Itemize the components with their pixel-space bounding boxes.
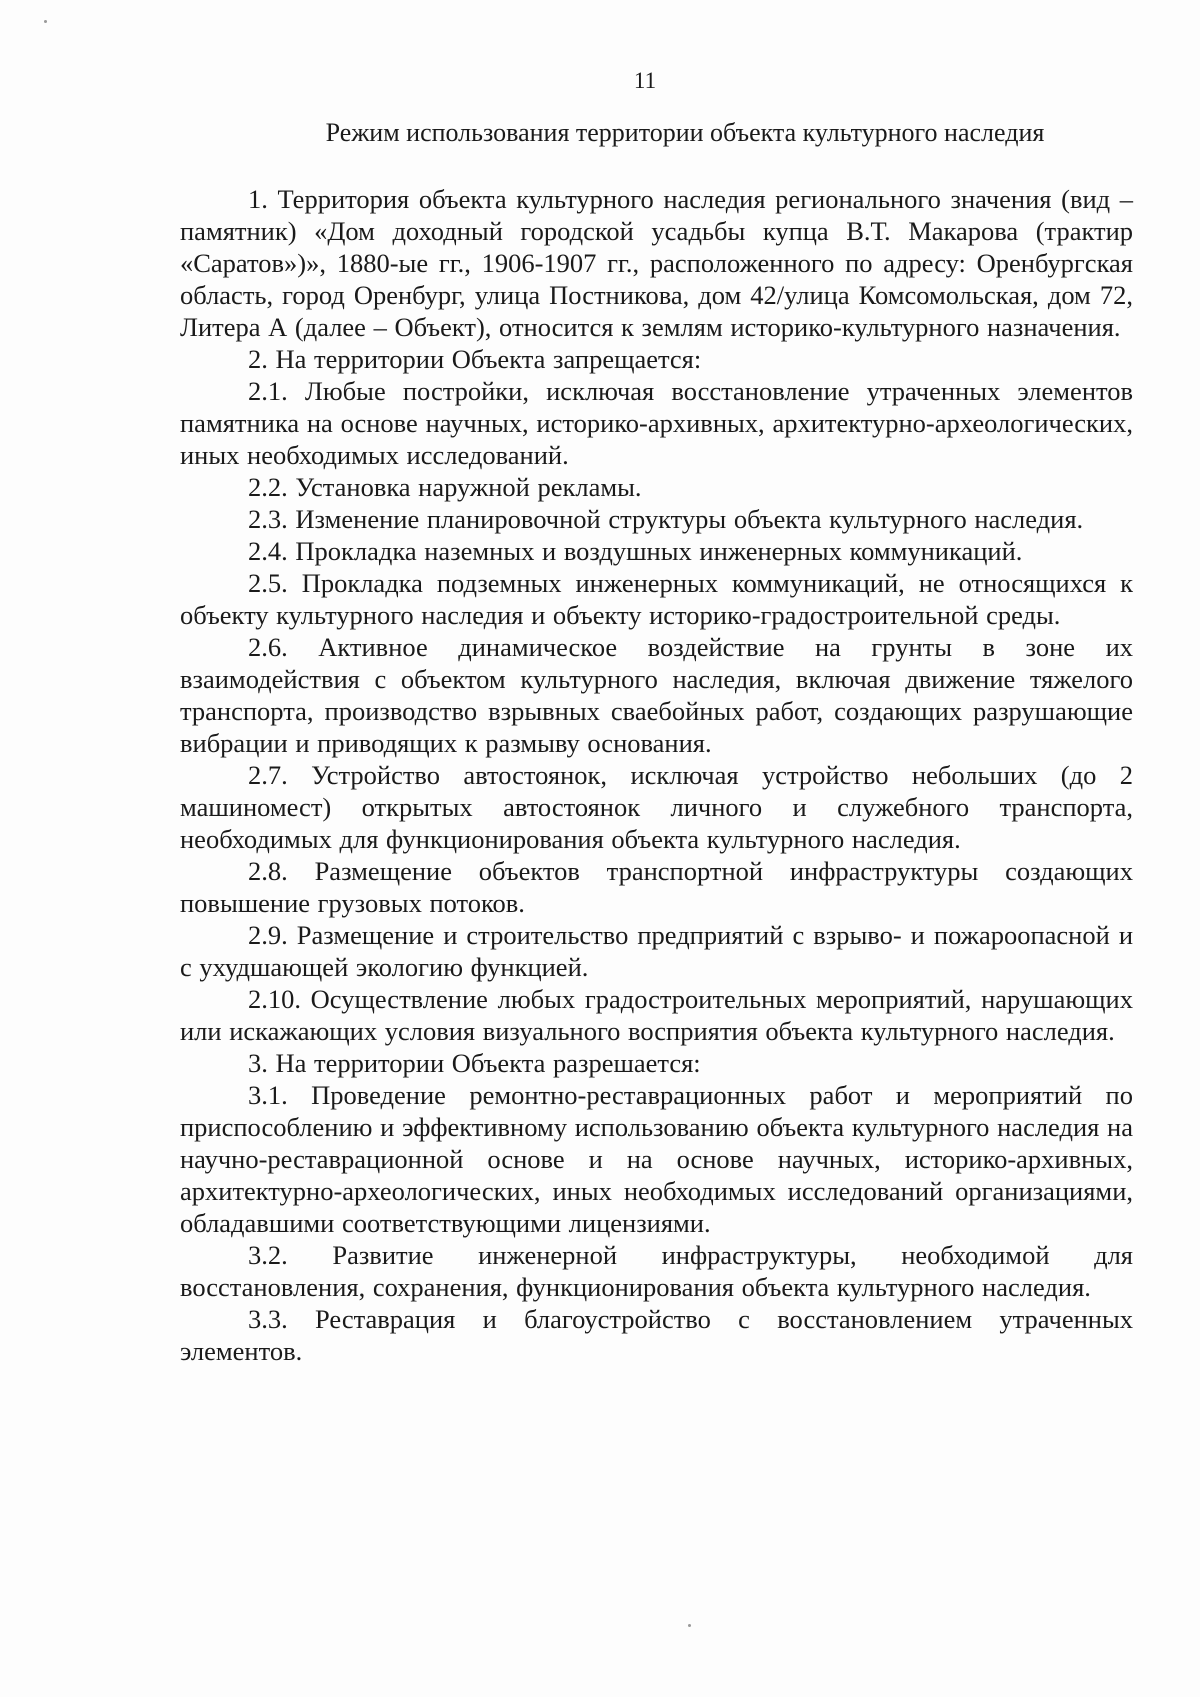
paragraph-3-3: 3.3. Реставрация и благоустройство с восстановлением утраченных элементов.: [180, 1304, 1133, 1366]
paragraph-2-3: 2.3. Изменение планировочной структуры объекта культурного наследия.: [248, 504, 1084, 534]
paragraph-3: 3. На территории Объекта разрешается:: [248, 1048, 701, 1078]
paragraph-2-1: 2.1. Любые постройки, исключая восстановление утраченных элементов памятника на основе научных, историко-архивных, архитектурно-археологических, иных необходимых исследований.: [180, 376, 1133, 470]
scan-speck: [688, 1624, 691, 1627]
document-title: Режим использования территории объекта культурного наследия: [325, 118, 1045, 147]
paragraph-2-6: 2.6. Активное динамическое воздействие на грунты в зоне их взаимодействия с объектом культурного наследия, включая движение тяжелого транспорта, производство взрывных сваебойных работ, создающих разрушающие вибрации и приводящих к размыву основания.: [180, 632, 1133, 758]
paragraph-2-4: 2.4. Прокладка наземных и воздушных инженерных коммуникаций.: [248, 536, 1023, 566]
paragraph-2-8: 2.8. Размещение объектов транспортной инфраструктуры создающих повышение грузовых потоков.: [180, 856, 1133, 918]
paragraph-2-10: 2.10. Осуществление любых градостроительных мероприятий, нарушающих или искажающих условия визуального восприятия объекта культурного наследия.: [180, 984, 1133, 1046]
paragraph-2-7: 2.7. Устройство автостоянок, исключая устройство небольших (до 2 машиномест) открытых автостоянок личного и служебного транспорта, необходимых для функционирования объекта культурного наследия.: [180, 760, 1133, 854]
paragraph-3-1: 3.1. Проведение ремонтно-реставрационных работ и мероприятий по приспособлению и эффективному использованию объекта культурного наследия на научно-реставрационной основе и на основе научных, историко-архивных, архитектурно-археологических, иных необходимых исследований организациями, обладавшими соответствующими лицензиями.: [180, 1080, 1133, 1238]
paragraph-2-5: 2.5. Прокладка подземных инженерных коммуникаций, не относящихся к объекту культурного наследия и объекту историко-градостроительной среды.: [180, 568, 1133, 630]
paragraph-2-2: 2.2. Установка наружной рекламы.: [248, 472, 642, 502]
paragraph-2: 2. На территории Объекта запрещается:: [248, 344, 702, 374]
paragraph-1: 1. Территория объекта культурного наследия регионального значения (вид – памятник) «Дом доходный городской усадьбы купца В.Т. Макарова (трактир «Саратов»)», 1880-ые гг., 1906-1907 гг., расположенного по адресу: Оренбургская область, город Оренбург, улица Постникова, дом 42/улица Комсомольская, дом 72, Литера А (далее – Объект), относится к землям историко-культурного назначения.: [180, 184, 1133, 342]
scan-speck: [44, 20, 47, 23]
paragraph-2-9: 2.9. Размещение и строительство предприятий с взрыво- и пожароопасной и с ухудшающей экологию функцией.: [180, 920, 1133, 982]
paragraph-3-2: 3.2. Развитие инженерной инфраструктуры, необходимой для восстановления, сохранения, функционирования объекта культурного наследия.: [180, 1240, 1133, 1302]
page-number: 11: [633, 68, 657, 93]
document-body: [180, 183, 1133, 1367]
